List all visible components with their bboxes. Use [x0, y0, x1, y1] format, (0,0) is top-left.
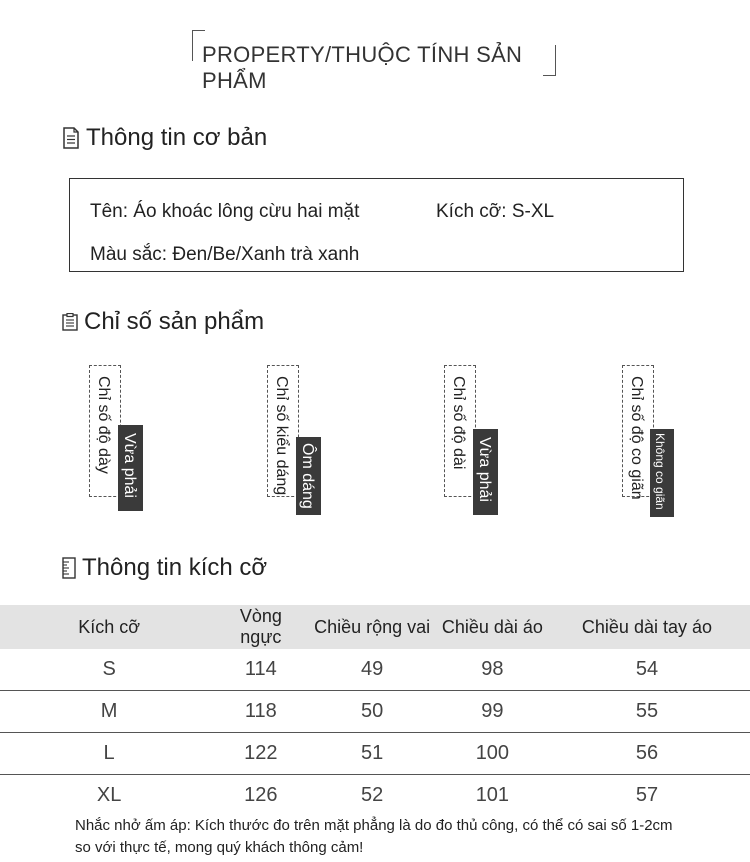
table-cell: XL	[96, 784, 122, 806]
column-header: Chiều dài tay áo	[544, 605, 750, 649]
indicator-label: Chỉ số độ dài	[450, 376, 467, 470]
table-cell: 56	[544, 733, 750, 775]
basic-info-heading-text: Thông tin cơ bản	[86, 124, 268, 151]
product-size-range: Kích cỡ: S-XL	[436, 201, 555, 222]
table-cell: 101	[475, 784, 510, 806]
size-info-heading	[62, 554, 267, 582]
table-cell: 99	[441, 691, 544, 733]
size-info-heading-text: Thông tin kích cỡ	[82, 554, 268, 581]
basic-info-box	[69, 178, 684, 272]
table-row	[0, 691, 750, 733]
table-cell: 100	[441, 733, 544, 775]
indicator-value: Vừa phải	[121, 433, 138, 498]
indices-heading	[62, 308, 264, 336]
table-cell: 114	[218, 649, 303, 691]
table-row	[0, 649, 750, 691]
column-header: Chiều rộng vai	[303, 605, 440, 649]
indicator-label: Chỉ số độ dày	[95, 376, 112, 474]
indicator-value: Không co giãn	[653, 433, 667, 510]
table-cell: S	[0, 649, 218, 691]
table-cell: 98	[441, 649, 544, 691]
basic-info-heading	[62, 124, 267, 152]
table-cell: 57	[635, 784, 659, 806]
note-line-2: so với thực tế, mong quý khách thông cảm!	[75, 839, 364, 856]
indices-heading-text: Chỉ số sản phẩm	[84, 308, 265, 335]
indicator-label: Chỉ số độ co giãn	[628, 376, 645, 500]
note-line-1: Nhắc nhở ấm áp: Kích thước đo trên mặt phẳng là do đo thủ công, có thể có sai số 1-2cm	[75, 817, 673, 834]
indicator-value-box	[473, 429, 498, 515]
column-header: Vòng ngực	[218, 605, 303, 649]
size-table	[0, 605, 750, 816]
indicator-value: Ôm dáng	[299, 443, 316, 509]
table-cell: 54	[544, 649, 750, 691]
table-cell: M	[0, 691, 218, 733]
table-row	[0, 775, 750, 817]
table-cell: L	[0, 733, 218, 775]
table-row	[0, 733, 750, 775]
ruler-icon	[62, 557, 76, 579]
size-table-header-row	[0, 605, 750, 649]
indicator-value-box	[296, 437, 321, 515]
table-cell: 122	[218, 733, 303, 775]
table-cell: 126	[244, 784, 278, 806]
indicator-value-box	[118, 425, 143, 511]
product-name: Tên: Áo khoác lông cừu hai mặt	[90, 201, 360, 222]
table-cell: 51	[303, 733, 440, 775]
column-header: Chiều dài áo	[441, 605, 544, 649]
document-icon	[62, 127, 80, 149]
clipboard-icon	[62, 313, 78, 331]
table-cell: 50	[303, 691, 440, 733]
column-header: Kích cỡ	[0, 605, 218, 649]
page-header	[192, 30, 556, 93]
table-cell: 55	[544, 691, 750, 733]
table-cell: 49	[303, 649, 440, 691]
table-cell: 118	[218, 691, 303, 733]
indicator-label-box	[267, 365, 299, 497]
measurement-note	[75, 815, 673, 859]
table-cell: 52	[361, 784, 384, 806]
indicator-value: Vừa phải	[476, 437, 493, 502]
indicator-value-box	[650, 429, 674, 517]
page-title: PROPERTY/THUỘC TÍNH SẢN PHẨM	[202, 42, 523, 93]
product-colors: Màu sắc: Đen/Be/Xanh trà xanh	[90, 244, 360, 265]
indicator-label-box	[444, 365, 476, 497]
indicator-label-box	[89, 365, 121, 497]
indicator-label: Chỉ số kiểu dáng	[273, 376, 290, 496]
